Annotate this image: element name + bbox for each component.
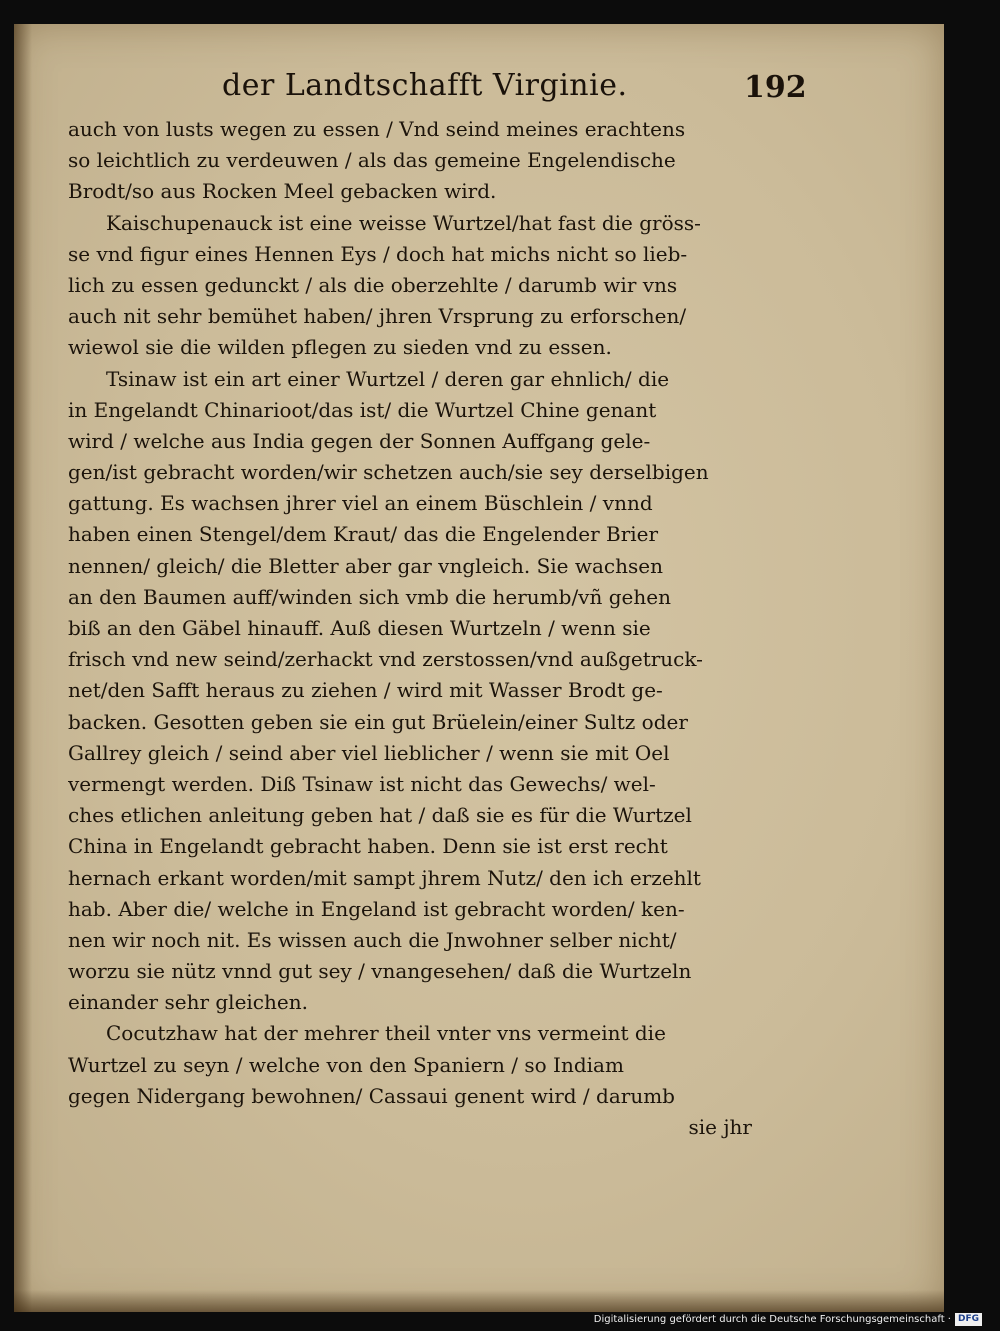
- text-line: nennen/ gleich/ die Bletter aber gar vngleich. Sie wachsen: [68, 553, 663, 578]
- text-line: lich zu essen gedunckt / als die oberzehlte / darumb wir vns: [68, 272, 678, 297]
- text-line: hernach erkant worden/mit sampt jhrem Nutz/ den ich erzehlt: [68, 865, 701, 890]
- text-line: worzu sie nütz vnnd gut sey / vnangesehen/ daß die Wurtzeln: [68, 959, 692, 984]
- body-text: [68, 114, 774, 1143]
- text-line: frisch vnd new seind/zerhackt vnd zerstossen/vnd außgetruck-: [68, 647, 703, 672]
- page-number: 192: [744, 70, 807, 105]
- text-line: haben einen Stengel/dem Kraut/ das die Engelender Brier: [68, 522, 659, 547]
- text-line: Wurtzel zu seyn / welche von den Spaniern / so Indiam: [68, 1052, 624, 1077]
- text-line: Tsinaw ist ein art einer Wurtzel / deren gar ehnlich/ die: [106, 366, 670, 391]
- text-line: backen. Gesotten geben sie ein gut Brüelein/einer Sultz oder: [68, 709, 688, 734]
- text-line: Brodt/so aus Rocken Meel gebacken wird.: [68, 179, 497, 204]
- text-line: einander sehr gleichen.: [68, 990, 308, 1015]
- text-line: so leichtlich zu verdeuwen / als das gemeine Engelendische: [68, 148, 676, 173]
- page-shadow-bottom: [14, 1290, 944, 1312]
- running-title: der Landtschafft Virginie.: [222, 68, 628, 103]
- text-line: gen/ist gebracht worden/wir schetzen auch/sie sey derselbigen: [68, 460, 709, 485]
- text-line: China in Engelandt gebracht haben. Denn sie ist erst recht: [68, 834, 668, 859]
- text-line: hab. Aber die/ welche in Engeland ist gebracht worden/ ken-: [68, 896, 685, 921]
- text-line: Kaischupenauck ist eine weisse Wurtzel/hat fast die gröss-: [106, 210, 701, 235]
- text-line: biß an den Gäbel hinauff. Auß diesen Wurtzeln / wenn sie: [68, 616, 651, 640]
- text-line: nen wir noch nit. Es wissen auch die Jnwohner selber nicht/: [68, 927, 677, 952]
- text-line: auch von lusts wegen zu essen / Vnd seind meines erachtens: [68, 117, 686, 141]
- dfg-logo: DFG: [955, 1313, 982, 1326]
- text-line: se vnd figur eines Hennen Eys / doch hat michs nicht so lieb-: [68, 241, 688, 266]
- text-line: an den Baumen auff/winden sich vmb die herumb/vñ gehen: [68, 584, 671, 609]
- text-line: auch nit sehr bemühet haben/ jhren Vrsprung zu erforschen/: [68, 304, 687, 329]
- footer-credit-bar: [594, 1311, 982, 1327]
- text-line: wird / welche aus India gegen der Sonnen Auffgang gele-: [68, 428, 651, 453]
- catchword: sie jhr: [688, 1115, 752, 1139]
- text-line: net/den Safft heraus zu ziehen / wird mit Wasser Brodt ge-: [68, 678, 663, 703]
- text-line: vermengt werden. Diß Tsinaw ist nicht das Gewechs/ wel-: [68, 771, 656, 796]
- text-line: Cocutzhaw hat der mehrer theil vnter vns vermeint die: [106, 1021, 666, 1046]
- text-line: in Engelandt Chinarioot/das ist/ die Wurtzel Chine genant: [68, 397, 657, 422]
- text-line: gegen Nidergang bewohnen/ Cassaui genent wird / darumb: [68, 1083, 675, 1108]
- text-line: gattung. Es wachsen jhrer viel an einem Büschlein / vnnd: [68, 491, 653, 516]
- footer-credit: Digitalisierung gefördert durch die Deutsche Forschungsgemeinschaft ·: [593, 1313, 951, 1325]
- text-line: ches etlichen anleitung geben hat / daß sie es für die Wurtzel: [68, 803, 692, 828]
- page-shadow-left: [14, 24, 32, 1312]
- text-line: wiewol sie die wilden pflegen zu sieden vnd zu essen.: [68, 335, 612, 360]
- text-line: Gallrey gleich / seind aber viel lieblicher / wenn sie mit Oel: [68, 740, 670, 765]
